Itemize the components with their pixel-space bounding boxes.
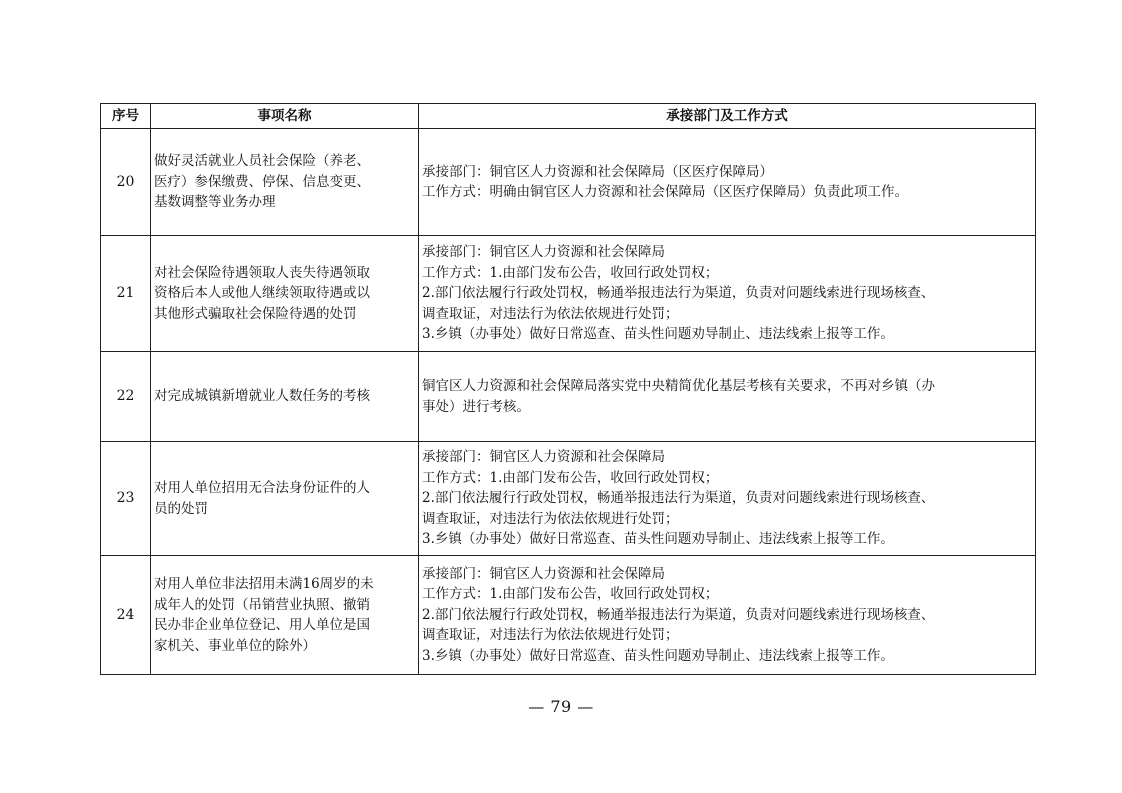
- header-serial-number: 序号: [101, 104, 151, 129]
- table-row: [101, 352, 1036, 442]
- header-item-name: 事项名称: [151, 104, 419, 129]
- serial-number-cell: 23: [101, 442, 151, 556]
- table-row: [101, 556, 1036, 675]
- item-name-line: 医疗）参保缴费、停保、信息变更、: [154, 173, 370, 190]
- method-line: 调查取证，对违法行为依法依规进行处罚；: [422, 305, 679, 322]
- method-line: 工作方式：1.由部门发布公告，收回行政处罚权；: [422, 264, 719, 281]
- method-line: 2.部门依法履行行政处罚权，畅通举报违法行为渠道，负责对问题线索进行现场核查、: [422, 285, 935, 302]
- item-name-cell: [151, 236, 419, 352]
- item-name-line: 成年人的处罚（吊销营业执照、撤销: [154, 596, 370, 613]
- method-line: 承接部门：铜官区人力资源和社会保障局: [422, 244, 665, 261]
- item-name-line: 做好灵活就业人员社会保险（养老、: [154, 153, 370, 170]
- method-line: 调查取证，对违法行为依法依规进行处罚；: [422, 510, 679, 527]
- item-name-line: 对完成城镇新增就业人数任务的考核: [154, 388, 370, 405]
- item-name-line: 对社会保险待遇领取人丧失待遇领取: [154, 264, 370, 281]
- method-line: 工作方式：明确由铜官区人力资源和社会保障局（区医疗保障局）负责此项工作。: [422, 184, 908, 200]
- item-name-line: 对用人单位非法招用未满16周岁的未: [154, 576, 374, 592]
- table-row: [101, 129, 1036, 236]
- method-line: 3.乡镇（办事处）做好日常巡查、苗头性问题劝导制止、违法线索上报等工作。: [422, 647, 894, 664]
- item-name-line: 民办非企业单位登记、用人单位是国: [154, 617, 370, 633]
- item-name-line: 其他形式骗取社会保险待遇的处罚: [154, 305, 357, 322]
- method-line: 铜官区人力资源和社会保障局落实党中央精简优化基层考核有关要求，不再对乡镇（办: [422, 378, 935, 394]
- department-method-cell: [419, 442, 1036, 556]
- method-line: 2.部门依法履行行政处罚权，畅通举报违法行为渠道，负责对问题线索进行现场核查、: [422, 490, 935, 507]
- serial-number-cell: 24: [101, 556, 151, 675]
- method-line: 事处）进行考核。: [422, 398, 530, 415]
- method-line: 调查取证，对违法行为依法依规进行处罚；: [422, 627, 679, 644]
- method-line: 承接部门：铜官区人力资源和社会保障局（区医疗保障局）: [422, 163, 773, 180]
- item-name-cell: [151, 129, 419, 236]
- header-department-method: 承接部门及工作方式: [419, 104, 1036, 129]
- serial-number-cell: 21: [101, 236, 151, 352]
- item-name-cell: [151, 352, 419, 442]
- department-method-cell: [419, 352, 1036, 442]
- table-header-row: [101, 104, 1036, 129]
- method-line: 2.部门依法履行行政处罚权，畅通举报违法行为渠道，负责对问题线索进行现场核查、: [422, 606, 935, 623]
- serial-number-cell: 20: [101, 129, 151, 236]
- department-method-cell: [419, 556, 1036, 675]
- method-line: 3.乡镇（办事处）做好日常巡查、苗头性问题劝导制止、违法线索上报等工作。: [422, 326, 894, 343]
- method-line: 承接部门：铜官区人力资源和社会保障局: [422, 565, 665, 582]
- page-number: — 79 —: [528, 697, 594, 716]
- table-row: [101, 442, 1036, 556]
- item-name-cell: [151, 442, 419, 556]
- method-line: 承接部门：铜官区人力资源和社会保障局: [422, 449, 665, 466]
- item-name-cell: [151, 556, 419, 675]
- matters-table: [100, 103, 1036, 675]
- item-name-line: 资格后本人或他人继续领取待遇或以: [154, 285, 370, 302]
- item-name-line: 对用人单位招用无合法身份证件的人: [154, 480, 370, 496]
- department-method-cell: [419, 236, 1036, 352]
- item-name-line: 家机关、事业单位的除外）: [154, 637, 316, 654]
- item-name-line: 员的处罚: [154, 500, 208, 517]
- serial-number-cell: 22: [101, 352, 151, 442]
- method-line: 工作方式：1.由部门发布公告，收回行政处罚权；: [422, 469, 719, 486]
- item-name-line: 基数调整等业务办理: [154, 194, 276, 211]
- table-row: [101, 236, 1036, 352]
- department-method-cell: [419, 129, 1036, 236]
- method-line: 3.乡镇（办事处）做好日常巡查、苗头性问题劝导制止、违法线索上报等工作。: [422, 531, 894, 548]
- method-line: 工作方式：1.由部门发布公告，收回行政处罚权；: [422, 586, 719, 603]
